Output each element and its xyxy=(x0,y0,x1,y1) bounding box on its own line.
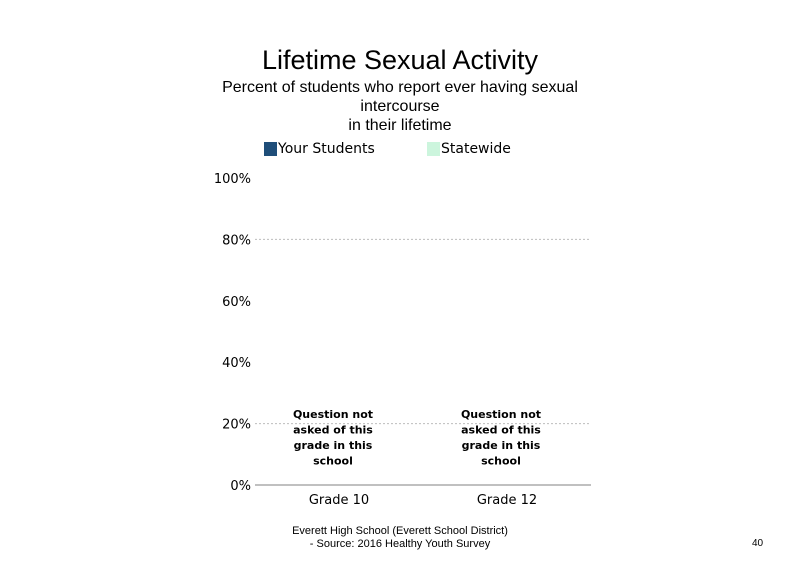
annotation-text: Question not xyxy=(292,408,374,421)
annotation-text: school xyxy=(313,454,353,468)
y-tick-label: 40% xyxy=(222,356,251,372)
y-tick-label: 80% xyxy=(222,233,251,249)
footer-line: Everett High School (Everett School District) xyxy=(292,525,508,537)
annotation-text: asked of this xyxy=(293,423,373,437)
footer-source xyxy=(250,525,550,551)
y-tick-label: 100% xyxy=(213,172,251,187)
legend-label: Your Students xyxy=(278,141,375,157)
annotation-text: asked of this xyxy=(461,423,541,437)
chart-title: Lifetime Sexual Activity xyxy=(261,45,539,75)
y-tick-label: 20% xyxy=(222,417,251,433)
page-number: 40 xyxy=(752,538,764,549)
footer-line: - Source: 2016 Healthy Youth Survey xyxy=(309,538,491,550)
annotation-text: grade in this xyxy=(293,439,373,452)
subtitle-line: in their lifetime xyxy=(348,117,452,134)
legend-label: Statewide xyxy=(441,141,511,157)
subtitle-line: Percent of students who report ever having sexual xyxy=(222,79,578,96)
annotation-text: school xyxy=(481,454,521,468)
subtitle-line: intercourse xyxy=(360,98,440,115)
x-tick-label: Grade 10 xyxy=(308,493,370,508)
annotation-text: Question not xyxy=(460,408,542,421)
x-tick-label: Grade 12 xyxy=(476,493,538,508)
y-tick-label: 0% xyxy=(230,479,251,494)
y-tick-label: 60% xyxy=(222,294,251,310)
annotation-text: grade in this xyxy=(461,439,541,452)
